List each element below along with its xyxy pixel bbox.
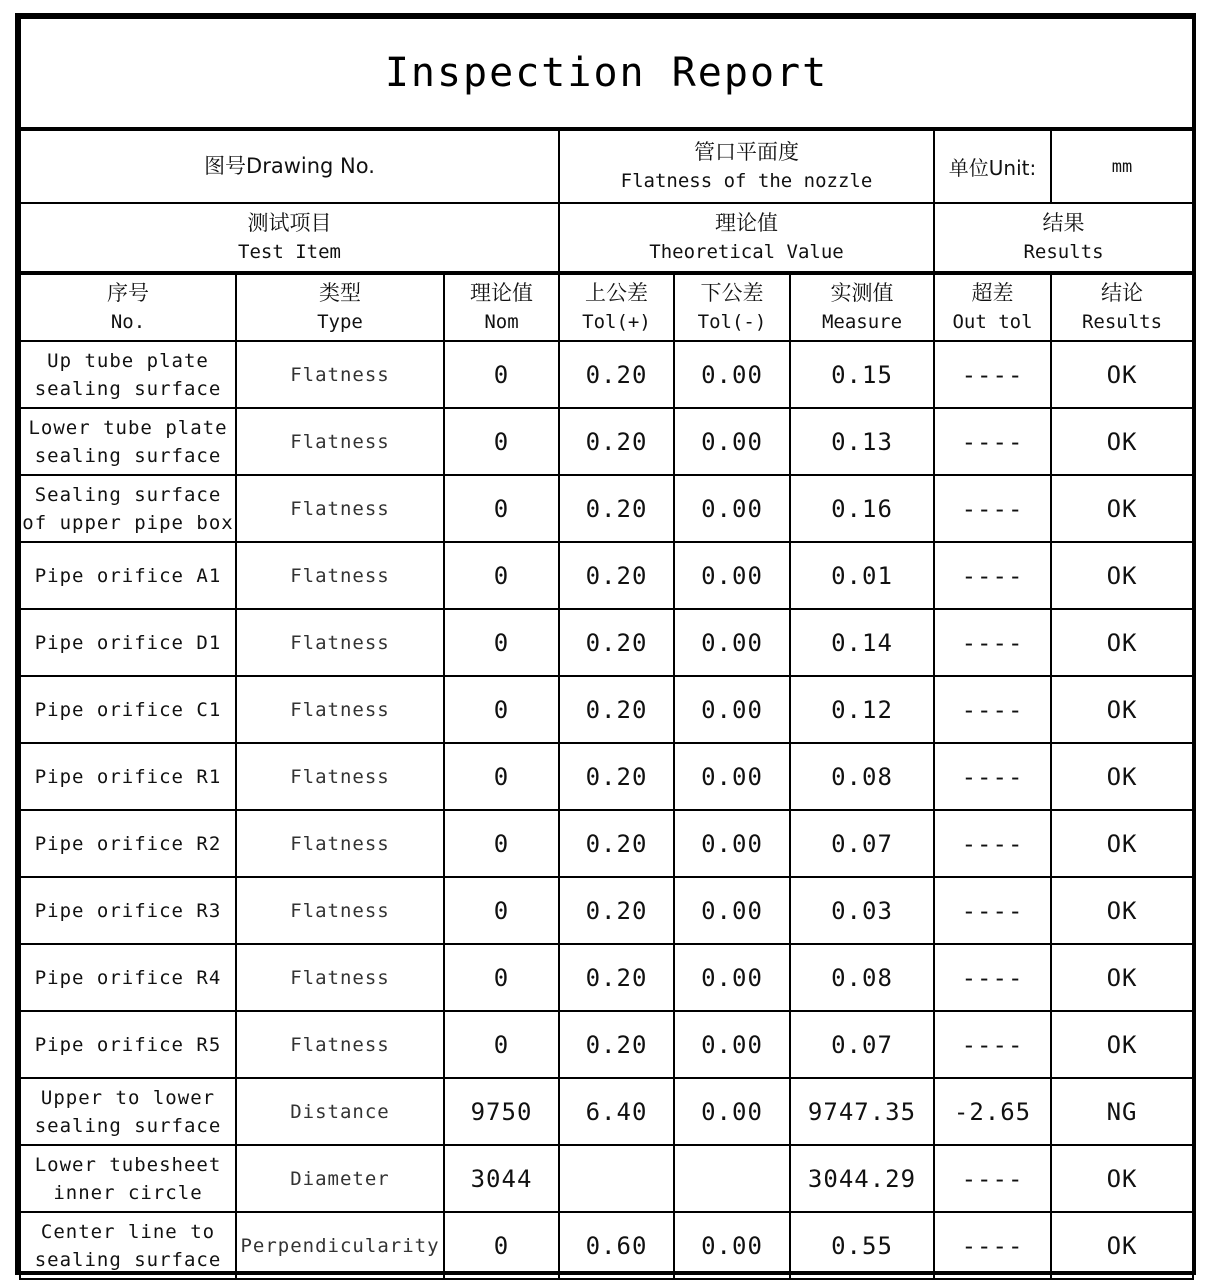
column-header: 类型 Type: [236, 273, 444, 341]
nominal-cell: 0: [444, 676, 559, 743]
inspection-report: [15, 13, 1196, 1275]
column-header: 理论值 Nom: [444, 273, 559, 341]
table-row: [20, 542, 1193, 609]
result-cell: OK: [1051, 743, 1193, 810]
tol-minus-cell: 0.00: [674, 676, 790, 743]
nominal-cell: 0: [444, 743, 559, 810]
tol-plus-cell: 0.20: [559, 408, 674, 475]
inspection-item: 管口平面度 Flatness of the nozzle: [559, 129, 934, 203]
measure-cell: 0.03: [790, 877, 934, 944]
out-tol-cell: -2.65: [934, 1078, 1051, 1145]
result-cell: OK: [1051, 542, 1193, 609]
tol-minus-cell: 0.00: [674, 944, 790, 1011]
out-tol-cell: ----: [934, 944, 1051, 1011]
table-row: [20, 408, 1193, 475]
tol-minus-cell: 0.00: [674, 609, 790, 676]
type-cell: Flatness: [236, 877, 444, 944]
section-results: 结果 Results: [934, 203, 1193, 273]
result-cell: OK: [1051, 944, 1193, 1011]
measure-cell: 0.07: [790, 810, 934, 877]
out-tol-cell: ----: [934, 877, 1051, 944]
type-cell: Flatness: [236, 676, 444, 743]
table-row: [20, 877, 1193, 944]
table-row: [20, 1212, 1193, 1279]
type-cell: Flatness: [236, 475, 444, 542]
measure-cell: 0.07: [790, 1011, 934, 1078]
nominal-cell: 0: [444, 408, 559, 475]
unit-label: 单位Unit:: [934, 129, 1051, 203]
measure-cell: 0.12: [790, 676, 934, 743]
result-cell: OK: [1051, 676, 1193, 743]
type-cell: Flatness: [236, 944, 444, 1011]
item-name-cell: Center line to sealing surface: [20, 1212, 236, 1279]
item-name-cell: Pipe orifice R4: [20, 944, 236, 1011]
column-header: 结论 Results: [1051, 273, 1193, 341]
result-cell: NG: [1051, 1078, 1193, 1145]
nominal-cell: 0: [444, 810, 559, 877]
item-name-cell: Sealing surface of upper pipe box: [20, 475, 236, 542]
out-tol-cell: ----: [934, 743, 1051, 810]
type-cell: Flatness: [236, 743, 444, 810]
tol-minus-cell: 0.00: [674, 542, 790, 609]
section-test-item: 测试项目 Test Item: [20, 203, 559, 273]
tol-plus-cell: 6.40: [559, 1078, 674, 1145]
measure-cell: 0.15: [790, 341, 934, 408]
type-cell: Distance: [236, 1078, 444, 1145]
table-row: [20, 609, 1193, 676]
out-tol-cell: ----: [934, 810, 1051, 877]
tol-plus-cell: 0.20: [559, 542, 674, 609]
type-cell: Flatness: [236, 1011, 444, 1078]
out-tol-cell: ----: [934, 1212, 1051, 1279]
tol-plus-cell: [559, 1145, 674, 1212]
out-tol-cell: ----: [934, 341, 1051, 408]
tol-minus-cell: 0.00: [674, 475, 790, 542]
item-name-cell: Lower tubesheet inner circle: [20, 1145, 236, 1212]
type-cell: Flatness: [236, 408, 444, 475]
result-cell: OK: [1051, 408, 1193, 475]
type-cell: Flatness: [236, 609, 444, 676]
tol-minus-cell: 0.00: [674, 743, 790, 810]
table-row: [20, 1078, 1193, 1145]
result-cell: OK: [1051, 810, 1193, 877]
item-name-cell: Pipe orifice R2: [20, 810, 236, 877]
nominal-cell: 0: [444, 1212, 559, 1279]
measure-cell: 0.08: [790, 944, 934, 1011]
table-row: [20, 475, 1193, 542]
out-tol-cell: ----: [934, 609, 1051, 676]
nominal-cell: 0: [444, 609, 559, 676]
tol-plus-cell: 0.20: [559, 341, 674, 408]
measure-cell: 0.55: [790, 1212, 934, 1279]
result-cell: OK: [1051, 877, 1193, 944]
result-cell: OK: [1051, 475, 1193, 542]
tol-plus-cell: 0.20: [559, 1011, 674, 1078]
type-cell: Perpendicularity: [236, 1212, 444, 1279]
table-row: [20, 1011, 1193, 1078]
column-header: 上公差 Tol(+): [559, 273, 674, 341]
nominal-cell: 9750: [444, 1078, 559, 1145]
tol-minus-cell: 0.00: [674, 810, 790, 877]
table-row: [20, 1145, 1193, 1212]
drawing-no-label: 图号Drawing No.: [20, 129, 559, 203]
measure-cell: 3044.29: [790, 1145, 934, 1212]
measure-cell: 9747.35: [790, 1078, 934, 1145]
report-title: Inspection Report: [20, 18, 1193, 129]
item-name-cell: Up tube plate sealing surface: [20, 341, 236, 408]
item-name-cell: Upper to lower sealing surface: [20, 1078, 236, 1145]
measure-cell: 0.08: [790, 743, 934, 810]
out-tol-cell: ----: [934, 1011, 1051, 1078]
type-cell: Flatness: [236, 341, 444, 408]
out-tol-cell: ----: [934, 408, 1051, 475]
item-name-cell: Pipe orifice R5: [20, 1011, 236, 1078]
tol-minus-cell: 0.00: [674, 408, 790, 475]
nominal-cell: 0: [444, 877, 559, 944]
item-name-cell: Pipe orifice R3: [20, 877, 236, 944]
result-cell: OK: [1051, 609, 1193, 676]
tol-minus-cell: 0.00: [674, 1078, 790, 1145]
tol-minus-cell: 0.00: [674, 877, 790, 944]
out-tol-cell: ----: [934, 1145, 1051, 1212]
tol-minus-cell: 0.00: [674, 1011, 790, 1078]
result-cell: OK: [1051, 1212, 1193, 1279]
table-row: [20, 810, 1193, 877]
type-cell: Flatness: [236, 542, 444, 609]
tol-minus-cell: 0.00: [674, 341, 790, 408]
column-header: 序号 No.: [20, 273, 236, 341]
column-header-row: [20, 273, 1193, 341]
section-theoretical: 理论值 Theoretical Value: [559, 203, 934, 273]
tol-plus-cell: 0.20: [559, 743, 674, 810]
item-name-cell: Pipe orifice C1: [20, 676, 236, 743]
measure-cell: 0.14: [790, 609, 934, 676]
report-table: [19, 17, 1194, 1280]
table-row: [20, 676, 1193, 743]
column-header: 实测值 Measure: [790, 273, 934, 341]
nominal-cell: 0: [444, 475, 559, 542]
item-name-cell: Pipe orifice R1: [20, 743, 236, 810]
out-tol-cell: ----: [934, 475, 1051, 542]
unit-value: mm: [1051, 129, 1193, 203]
item-name-cell: Lower tube plate sealing surface: [20, 408, 236, 475]
column-header: 下公差 Tol(-): [674, 273, 790, 341]
tol-plus-cell: 0.20: [559, 810, 674, 877]
measure-cell: 0.13: [790, 408, 934, 475]
tol-plus-cell: 0.20: [559, 475, 674, 542]
tol-plus-cell: 0.20: [559, 676, 674, 743]
tol-minus-cell: [674, 1145, 790, 1212]
measure-cell: 0.16: [790, 475, 934, 542]
item-name-cell: Pipe orifice D1: [20, 609, 236, 676]
table-row: [20, 743, 1193, 810]
nominal-cell: 0: [444, 341, 559, 408]
tol-plus-cell: 0.20: [559, 877, 674, 944]
result-cell: OK: [1051, 341, 1193, 408]
tol-plus-cell: 0.60: [559, 1212, 674, 1279]
nominal-cell: 0: [444, 1011, 559, 1078]
result-cell: OK: [1051, 1145, 1193, 1212]
column-header: 超差 Out tol: [934, 273, 1051, 341]
type-cell: Flatness: [236, 810, 444, 877]
out-tol-cell: ----: [934, 542, 1051, 609]
nominal-cell: 3044: [444, 1145, 559, 1212]
tol-plus-cell: 0.20: [559, 944, 674, 1011]
table-row: [20, 341, 1193, 408]
measure-cell: 0.01: [790, 542, 934, 609]
nominal-cell: 0: [444, 542, 559, 609]
nominal-cell: 0: [444, 944, 559, 1011]
type-cell: Diameter: [236, 1145, 444, 1212]
tol-plus-cell: 0.20: [559, 609, 674, 676]
tol-minus-cell: 0.00: [674, 1212, 790, 1279]
out-tol-cell: ----: [934, 676, 1051, 743]
table-row: [20, 944, 1193, 1011]
result-cell: OK: [1051, 1011, 1193, 1078]
item-name-cell: Pipe orifice A1: [20, 542, 236, 609]
